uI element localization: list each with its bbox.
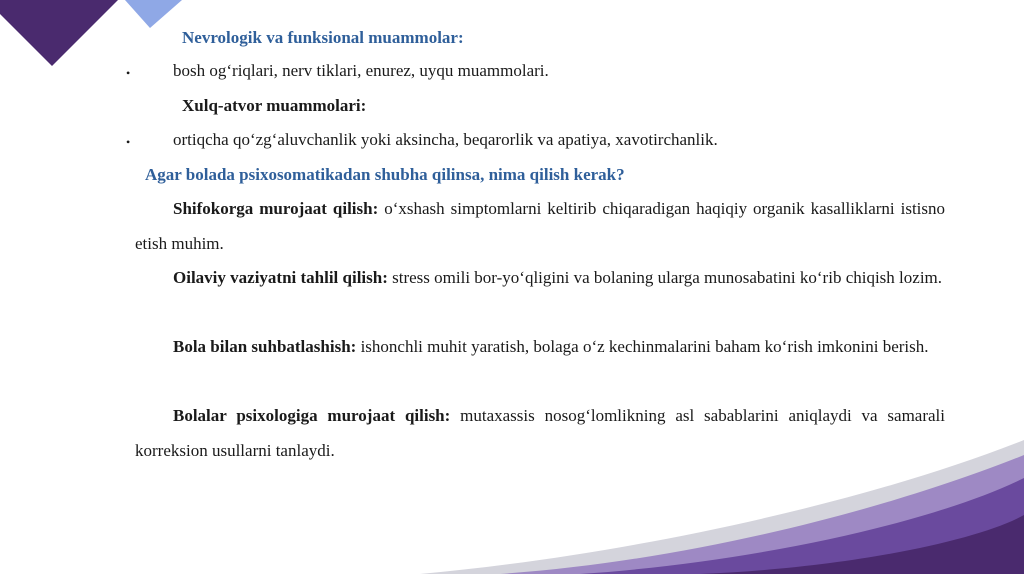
bullet-behavior-text: ortiqcha qo‘zg‘aluvchanlik yoki aksincha, beqarorlik va apatiya, xavotirchanlik. (173, 130, 718, 149)
step-paragraph (135, 330, 945, 365)
bullet-dot: • (126, 66, 131, 80)
step-text: ishonchli muhit yaratish, bolaga o‘z kechinmalarini baham ko‘rish imkonini berish. (356, 337, 929, 356)
bullet-neurological-text: bosh og‘riqlari, nerv tiklari, enurez, uyqu muammolari. (173, 61, 549, 80)
question-heading: Agar bolada psixosomatikadan shubha qilinsa, nima qilish kerak? (145, 165, 625, 184)
step-title: Shifokorga murojaat qilish: (173, 199, 379, 218)
step-paragraph (135, 261, 945, 296)
heading-neurological: Nevrologik va funksional muammolar: (182, 28, 464, 47)
bullet-dot: • (126, 135, 131, 149)
step-text: o‘xshash simptomlarni keltirib chiqaradigan haqiqiy organik kasalliklarni istisno etish muhim. (135, 199, 946, 253)
heading-behavior: Xulq-atvor muammolari: (182, 96, 367, 115)
step-paragraph (135, 399, 945, 468)
step-text: stress omili bor-yo‘qligini va bolaning ularga munosabatini ko‘rib chiqish lozim. (387, 268, 943, 287)
step-title: Bolalar psixologiga murojaat qilish: (173, 406, 451, 425)
step-title: Bola bilan suhbatlashish: (173, 337, 357, 356)
step-paragraph (135, 192, 945, 261)
step-text: mutaxassis nosog‘lomlikning asl sabablarini aniqlaydi va samarali korreksion usullarni tanlaydi. (135, 406, 946, 460)
step-title: Oilaviy vaziyatni tahlil qilish: (173, 268, 388, 287)
